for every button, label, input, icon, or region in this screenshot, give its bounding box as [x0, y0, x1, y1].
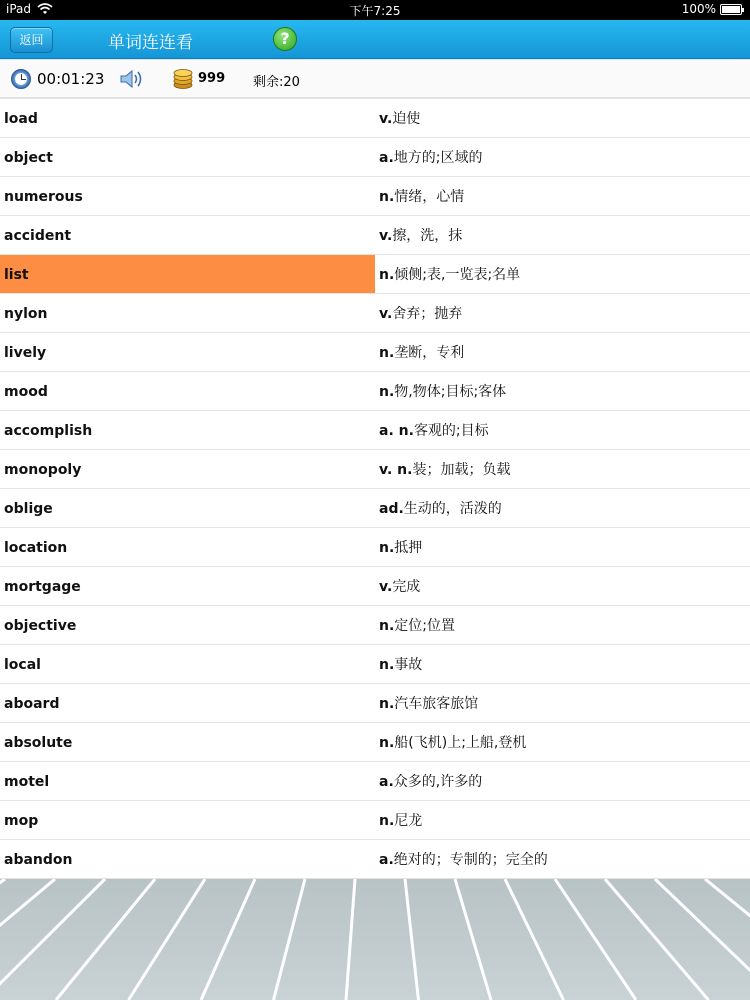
table-row: [0, 489, 750, 528]
status-time: 下午7:25: [349, 4, 401, 18]
part-of-speech: n.: [379, 618, 395, 634]
meaning-text: 物,物体;目标;客体: [394, 384, 507, 400]
part-of-speech: n.: [379, 345, 395, 361]
chinese-meaning-cell[interactable]: [375, 567, 750, 605]
english-word-cell[interactable]: location: [4, 540, 68, 556]
chinese-meaning-cell[interactable]: [375, 762, 750, 800]
part-of-speech: a. n.: [379, 423, 414, 439]
chinese-meaning-cell[interactable]: [375, 294, 750, 332]
meaning-text: 汽车旅客旅馆: [394, 696, 479, 712]
device-label: iPad: [6, 2, 32, 16]
part-of-speech: v. n.: [379, 462, 413, 478]
status-bar: [0, 0, 750, 20]
table-row: [0, 762, 750, 801]
meaning-text: 擦，洗，抹: [392, 228, 463, 244]
chinese-meaning-cell[interactable]: [375, 216, 750, 254]
part-of-speech: a.: [379, 774, 394, 790]
chinese-meaning-cell[interactable]: [375, 489, 750, 527]
part-of-speech: v.: [379, 228, 393, 244]
chinese-meaning-cell[interactable]: [375, 684, 750, 722]
english-word-cell[interactable]: mop: [4, 813, 39, 829]
english-word-cell[interactable]: list: [0, 255, 375, 293]
timer: 00:01:23: [37, 70, 105, 88]
table-row: [0, 138, 750, 177]
english-word-cell[interactable]: absolute: [4, 735, 73, 751]
english-word-cell[interactable]: mortgage: [4, 579, 81, 595]
page-title: 单词连连看: [108, 33, 193, 53]
english-word-cell[interactable]: object: [4, 150, 53, 166]
table-row: [0, 645, 750, 684]
english-word-cell[interactable]: load: [4, 111, 38, 127]
battery-percent: 100%: [681, 2, 716, 16]
meaning-text: 定位;位置: [394, 618, 456, 634]
part-of-speech: v.: [379, 579, 393, 595]
help-button[interactable]: ?: [273, 27, 297, 51]
english-word-cell[interactable]: abandon: [4, 852, 73, 868]
meaning-text: 绝对的；专制的；完全的: [393, 852, 548, 868]
chinese-meaning-cell[interactable]: [375, 411, 750, 449]
part-of-speech: a.: [379, 852, 394, 868]
table-row: [0, 216, 750, 255]
table-row: [0, 606, 750, 645]
meaning-text: 尼龙: [394, 813, 423, 829]
info-bar: [0, 60, 750, 98]
english-word-cell[interactable]: nylon: [4, 306, 48, 322]
english-word-cell[interactable]: oblige: [4, 501, 53, 517]
part-of-speech: n.: [379, 735, 395, 751]
chinese-meaning-cell[interactable]: [375, 840, 750, 878]
table-row: [0, 684, 750, 723]
coins-icon: [171, 66, 195, 90]
part-of-speech: n.: [379, 540, 395, 556]
meaning-text: 迫使: [392, 111, 421, 127]
table-row: [0, 255, 750, 294]
chinese-meaning-cell[interactable]: [375, 138, 750, 176]
part-of-speech: n.: [379, 696, 395, 712]
back-button[interactable]: 返回: [10, 27, 53, 53]
chinese-meaning-cell[interactable]: [375, 372, 750, 410]
floor-stripes: [0, 879, 750, 1000]
chinese-meaning-cell[interactable]: [375, 528, 750, 566]
english-word-cell[interactable]: objective: [4, 618, 77, 634]
meaning-text: 情绪，心情: [394, 189, 465, 205]
chinese-meaning-cell[interactable]: [375, 333, 750, 371]
table-row: [0, 801, 750, 840]
english-word-cell[interactable]: lively: [4, 345, 47, 361]
meaning-text: 生动的，活泼的: [403, 501, 502, 517]
table-row: [0, 840, 750, 879]
table-row: [0, 567, 750, 606]
chinese-meaning-cell[interactable]: [375, 177, 750, 215]
meaning-text: 事故: [394, 657, 423, 673]
english-word-cell[interactable]: motel: [4, 774, 50, 790]
part-of-speech: v.: [379, 306, 393, 322]
meaning-text: 舍弃；抛弃: [392, 306, 463, 322]
english-word-cell[interactable]: aboard: [4, 696, 60, 712]
meaning-text: 垄断，专利: [394, 345, 465, 361]
table-row: [0, 528, 750, 567]
english-word-cell[interactable]: local: [4, 657, 41, 673]
table-row: [0, 372, 750, 411]
table-row: [0, 294, 750, 333]
part-of-speech: n.: [379, 189, 395, 205]
english-word-cell[interactable]: monopoly: [4, 462, 82, 478]
part-of-speech: n.: [379, 813, 395, 829]
part-of-speech: n.: [379, 657, 395, 673]
remaining-count: 剩余:20: [253, 75, 300, 90]
meaning-text: 船(飞机)上;上船,登机: [394, 735, 527, 751]
table-row: [0, 450, 750, 489]
meaning-text: 众多的,许多的: [393, 774, 483, 790]
english-word-cell[interactable]: accomplish: [4, 423, 93, 439]
part-of-speech: v.: [379, 111, 393, 127]
speaker-icon[interactable]: [119, 68, 145, 90]
chinese-meaning-cell[interactable]: [375, 255, 750, 293]
table-row: [0, 723, 750, 762]
english-word-cell[interactable]: numerous: [4, 189, 83, 205]
nav-bar: [0, 20, 750, 59]
battery-icon: [720, 4, 742, 15]
chinese-meaning-cell[interactable]: [375, 606, 750, 644]
chinese-meaning-cell[interactable]: [375, 450, 750, 488]
word-match-list: [0, 99, 750, 879]
part-of-speech: n.: [379, 384, 395, 400]
english-word-cell[interactable]: accident: [4, 228, 72, 244]
part-of-speech: ad.: [379, 501, 404, 517]
part-of-speech: a.: [379, 150, 394, 166]
meaning-text: 地方的;区域的: [393, 150, 483, 166]
table-row: [0, 411, 750, 450]
chinese-meaning-cell[interactable]: [375, 723, 750, 761]
meaning-text: 装；加载；负载: [412, 462, 511, 478]
table-row: [0, 333, 750, 372]
english-word-cell[interactable]: mood: [4, 384, 48, 400]
chinese-meaning-cell[interactable]: [375, 99, 750, 137]
coin-count: 999: [198, 71, 226, 86]
part-of-speech: n.: [379, 267, 395, 283]
meaning-text: 完成: [392, 579, 421, 595]
floor-background: [0, 879, 750, 1000]
meaning-text: 倾侧;表,一览表;名单: [394, 267, 521, 283]
meaning-text: 抵押: [394, 540, 423, 556]
chinese-meaning-cell[interactable]: [375, 645, 750, 683]
table-row: [0, 177, 750, 216]
clock-icon: [11, 69, 31, 89]
meaning-text: 客观的;目标: [413, 423, 489, 439]
table-row: [0, 99, 750, 138]
chinese-meaning-cell[interactable]: [375, 801, 750, 839]
